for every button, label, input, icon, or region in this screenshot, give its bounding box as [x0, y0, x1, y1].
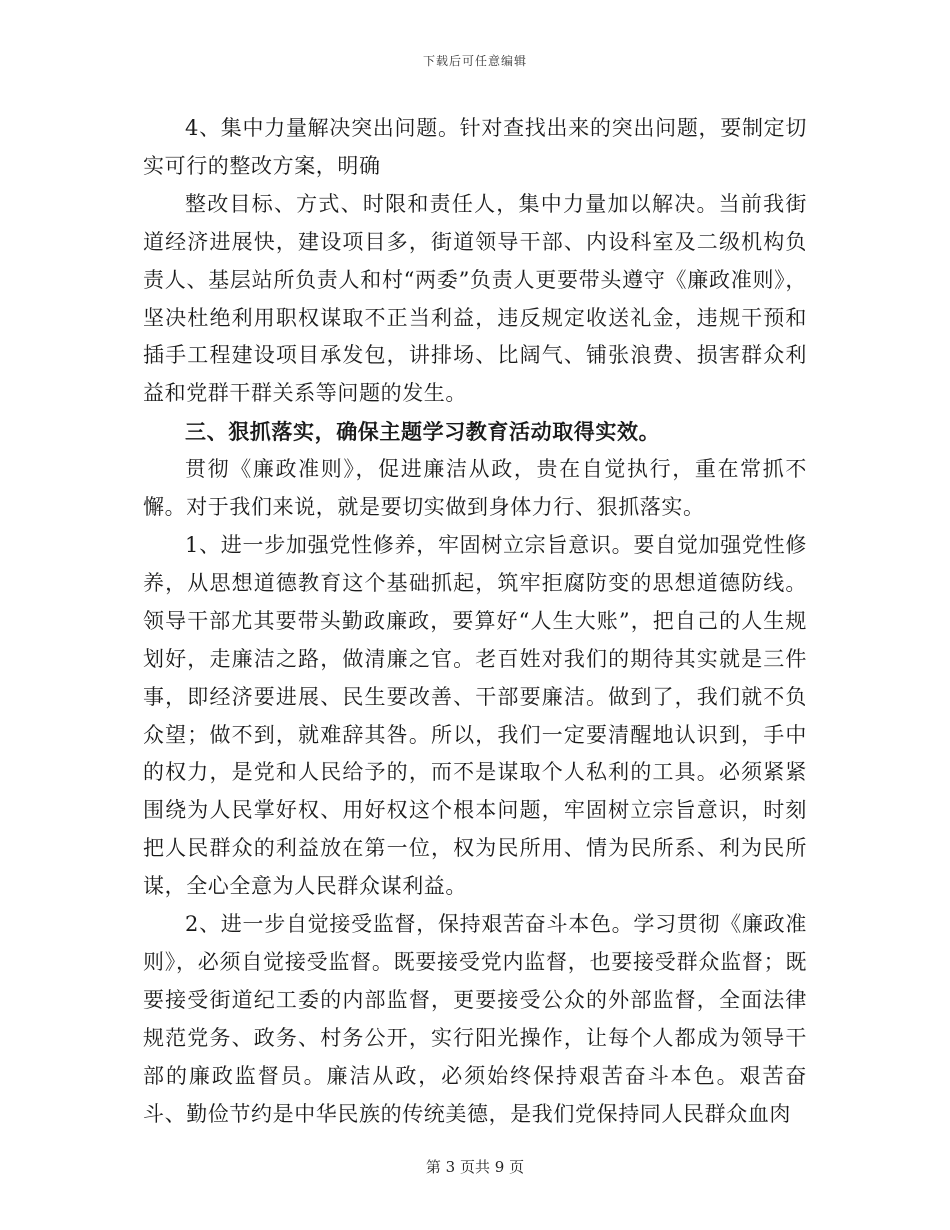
paragraph-3: 贯彻《廉政准则》，促进廉洁从政，贵在自觉执行，重在常抓不懈。对于我们来说，就是要切实做到身体力行、狠抓落实。	[143, 457, 807, 520]
page-header: 下载后可任意编辑	[422, 54, 527, 68]
page-footer: 第 3 页共 9 页	[425, 1158, 525, 1176]
paragraph-1: 4、集中力量解决突出问题。针对查找出来的突出问题，要制定切实可行的整改方案，明确	[143, 116, 807, 178]
paragraph-5: 2、进一步自觉接受监督，保持艰苦奋斗本色。学习贯彻《廉政准则》，必须自觉接受监督。既要接受党内监督，也要接受群众监督；既要接受街道纪工委的内部监督，更要接受公众的外部监督，全面法律规范党务、政务、村务公开，实行阳光操作，让每个人都成为领导干部的廉政监督员。廉洁从政，必须始终保持艰苦奋斗本色。艰苦奋斗、勤俭节约是中华民族的传统美德，是我们党保持同人民群众血肉	[143, 912, 807, 1126]
section-heading: 三、狠抓落实，确保主题学习教育活动取得实效。	[185, 419, 661, 445]
paragraph-2: 整改目标、方式、时限和责任人，集中力量加以解决。当前我街道经济进展快，建设项目多，街道领导干部、内设科室及二级机构负责人、基层站所负责人和村“两委”负责人更要带头遵守《廉政准则》，坚决杜绝利用职权谋取不正当利益，违反规定收送礼金，违规干预和插手工程建设项目承发包，讲排场、比阔气、铺张浪费、损害群众利益和党群干群关系等问题的发生。	[143, 191, 807, 406]
paragraph-4: 1、进一步加强党性修养，牢固树立宗旨意识。要自觉加强党性修养，从思想道德教育这个基础抓起，筑牢拒腐防变的思想道德防线。领导干部尤其要带头勤政廉政，要算好“人生大账”，把自己的人生规划好，走廉洁之路，做清廉之官。老百姓对我们的期待其实就是三件事，即经济要进展、民生要改善、干部要廉洁。做到了，我们就不负众望；做不到，就难辞其咎。所以，我们一定要清醒地认识到，手中的权力，是党和人民给予的，而不是谋取个人私利的工具。必须紧紧围绕为人民掌好权、用好权这个根本问题，牢固树立宗旨意识，时刻把人民群众的利益放在第一位，权为民所用、情为民所系、利为民所谋，全心全意为人民群众谋利益。	[143, 532, 807, 899]
document-body	[143, 110, 807, 1133]
